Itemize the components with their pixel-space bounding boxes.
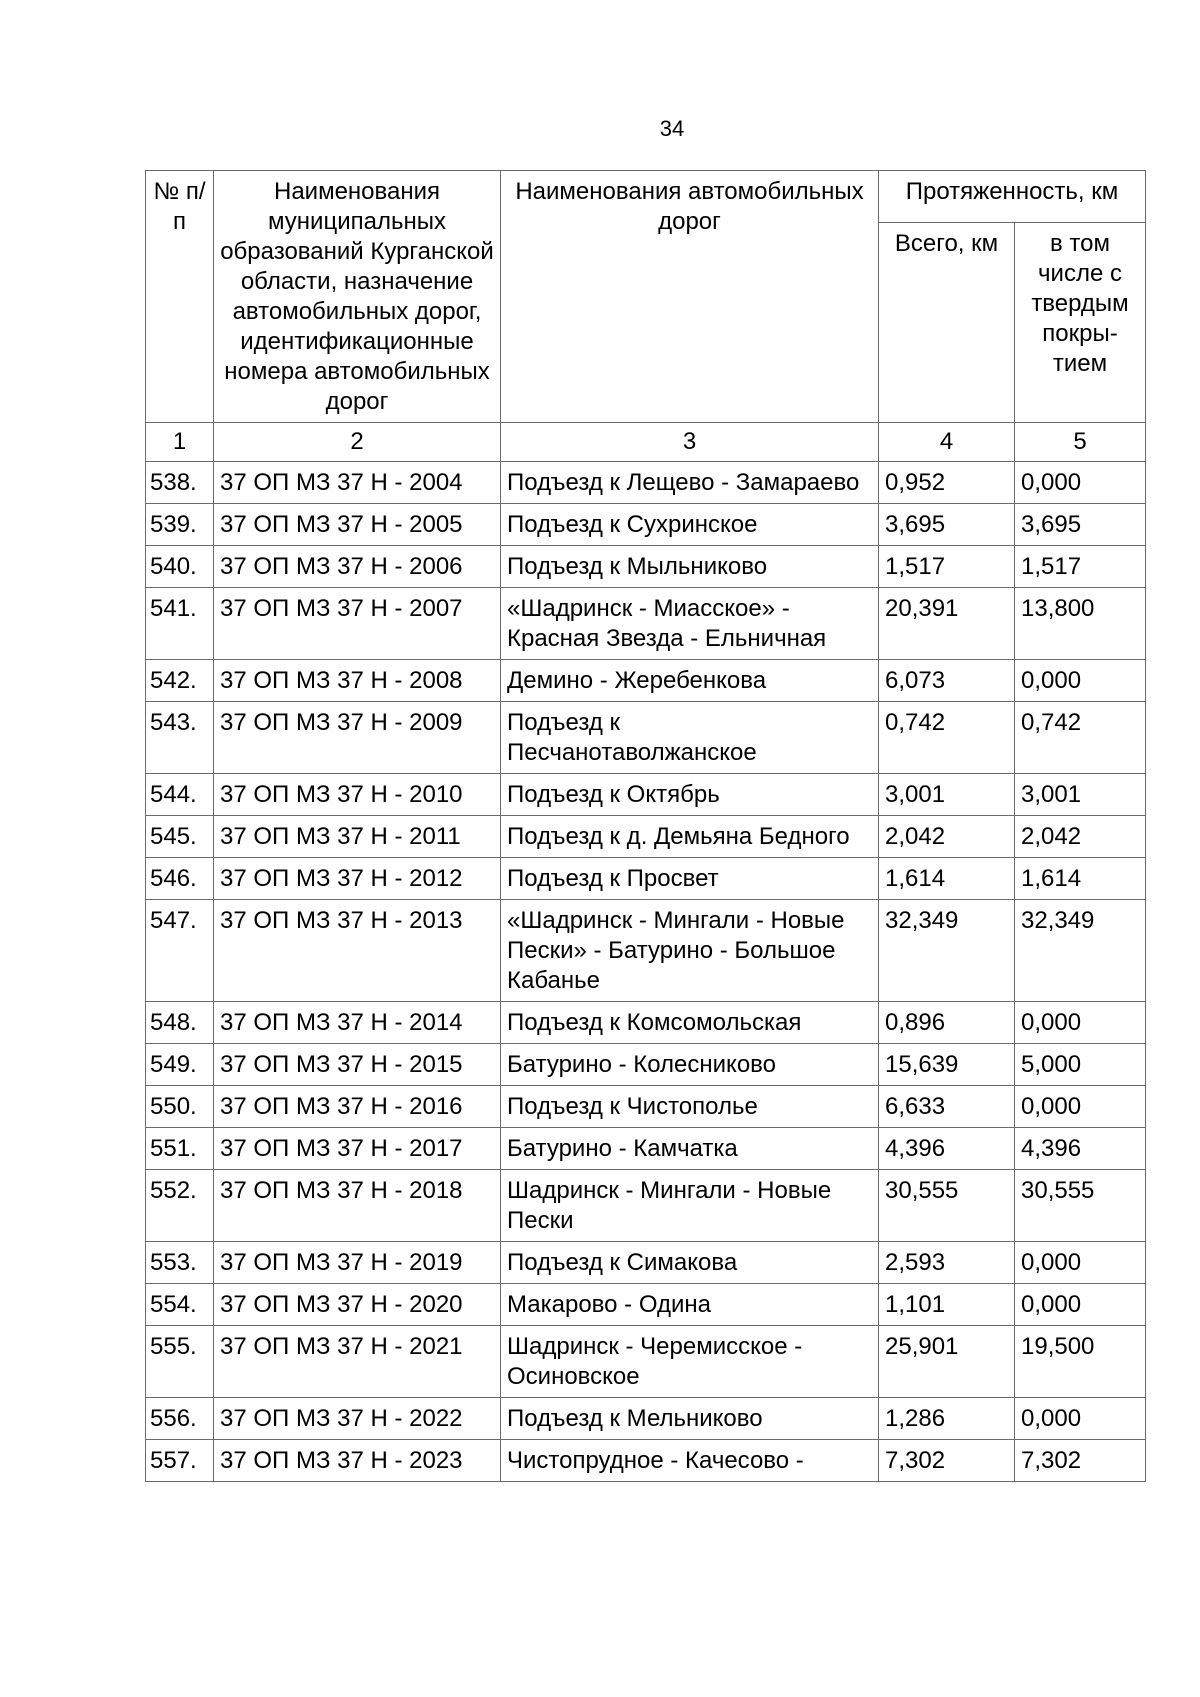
road-id-cell: 37 ОП МЗ 37 Н - 2014 [214,1002,501,1044]
road-id-cell: 37 ОП МЗ 37 Н - 2010 [214,774,501,816]
header-length-group: Протяженность, км [879,171,1146,223]
row-number-cell: 551. [146,1128,214,1170]
length-hard-cell: 5,000 [1015,1044,1146,1086]
header-length-total: Всего, км [879,222,1015,422]
row-number-cell: 540. [146,546,214,588]
length-total-cell: 30,555 [879,1170,1015,1242]
header-number: № п/п [146,171,214,423]
length-total-cell: 20,391 [879,588,1015,660]
row-number-cell: 549. [146,1044,214,1086]
length-total-cell: 2,042 [879,816,1015,858]
table-row [146,1326,1146,1398]
road-name-cell: Подъезд к Песчанотаволжанское [501,702,879,774]
length-hard-cell: 1,614 [1015,858,1146,900]
page-number: 34 [659,116,685,141]
road-id-cell: 37 ОП МЗ 37 Н - 2004 [214,462,501,504]
length-total-cell: 4,396 [879,1128,1015,1170]
road-name-cell: Шадринск - Мингали - Новые Пески [501,1170,879,1242]
row-number-cell: 538. [146,462,214,504]
length-hard-cell: 0,000 [1015,1284,1146,1326]
road-id-cell: 37 ОП МЗ 37 Н - 2020 [214,1284,501,1326]
length-total-cell: 0,896 [879,1002,1015,1044]
road-name-cell: Батурино - Колесниково [501,1044,879,1086]
row-number-cell: 547. [146,900,214,1002]
length-total-cell: 6,073 [879,660,1015,702]
table-row [146,462,1146,504]
row-number-cell: 557. [146,1440,214,1482]
header-municipality: Наименования муниципальных образований Курганской области, назначение автомобильных дорог, идентификационные номера автомобильных дорог [214,171,501,423]
length-total-cell: 1,286 [879,1398,1015,1440]
road-id-cell: 37 ОП МЗ 37 Н - 2021 [214,1326,501,1398]
road-name-cell: «Шадринск - Мингали - Новые Пески» - Батурино - Большое Кабанье [501,900,879,1002]
road-name-cell: Шадринск - Черемисское - Осиновское [501,1326,879,1398]
length-total-cell: 0,952 [879,462,1015,504]
length-hard-cell: 4,396 [1015,1128,1146,1170]
table-row [146,660,1146,702]
row-number-cell: 556. [146,1398,214,1440]
table-row [146,588,1146,660]
column-number: 3 [501,423,879,462]
road-name-cell: Подъезд к д. Демьяна Бедного [501,816,879,858]
table-body [146,423,1146,1482]
road-id-cell: 37 ОП МЗ 37 Н - 2012 [214,858,501,900]
road-id-cell: 37 ОП МЗ 37 Н - 2019 [214,1242,501,1284]
header-road-name: Наименования автомобильных дорог [501,171,879,423]
table-row [146,1170,1146,1242]
road-name-cell: Подъезд к Чистополье [501,1086,879,1128]
length-hard-cell: 0,000 [1015,1002,1146,1044]
table-row [146,1044,1146,1086]
road-name-cell: Подъезд к Мыльниково [501,546,879,588]
table-row [146,1128,1146,1170]
table-row [146,1002,1146,1044]
road-name-cell: Батурино - Камчатка [501,1128,879,1170]
table-row [146,1398,1146,1440]
length-total-cell: 3,001 [879,774,1015,816]
column-numbers-row [146,423,1146,462]
column-number: 1 [146,423,214,462]
road-id-cell: 37 ОП МЗ 37 Н - 2009 [214,702,501,774]
road-id-cell: 37 ОП МЗ 37 Н - 2016 [214,1086,501,1128]
road-id-cell: 37 ОП МЗ 37 Н - 2015 [214,1044,501,1086]
road-name-cell: Чистопрудное - Качесово - [501,1440,879,1482]
length-total-cell: 32,349 [879,900,1015,1002]
length-total-cell: 1,101 [879,1284,1015,1326]
table-row [146,774,1146,816]
row-number-cell: 542. [146,660,214,702]
table-row [146,504,1146,546]
length-total-cell: 0,742 [879,702,1015,774]
road-id-cell: 37 ОП МЗ 37 Н - 2017 [214,1128,501,1170]
table-row [146,816,1146,858]
road-name-cell: «Шадринск - Миасское» - Красная Звезда - Ельничная [501,588,879,660]
column-number: 5 [1015,423,1146,462]
length-hard-cell: 3,695 [1015,504,1146,546]
table-row [146,1284,1146,1326]
road-name-cell: Подъезд к Октябрь [501,774,879,816]
road-name-cell: Демино - Жеребенкова [501,660,879,702]
road-id-cell: 37 ОП МЗ 37 Н - 2008 [214,660,501,702]
road-name-cell: Подъезд к Мельниково [501,1398,879,1440]
road-id-cell: 37 ОП МЗ 37 Н - 2005 [214,504,501,546]
row-number-cell: 550. [146,1086,214,1128]
road-name-cell: Подъезд к Комсомольская [501,1002,879,1044]
road-id-cell: 37 ОП МЗ 37 Н - 2023 [214,1440,501,1482]
table-row [146,1242,1146,1284]
length-total-cell: 1,517 [879,546,1015,588]
table-row [146,702,1146,774]
road-id-cell: 37 ОП МЗ 37 Н - 2022 [214,1398,501,1440]
length-total-cell: 25,901 [879,1326,1015,1398]
length-hard-cell: 0,000 [1015,1398,1146,1440]
row-number-cell: 543. [146,702,214,774]
length-total-cell: 1,614 [879,858,1015,900]
road-id-cell: 37 ОП МЗ 37 Н - 2013 [214,900,501,1002]
length-hard-cell: 19,500 [1015,1326,1146,1398]
length-hard-cell: 0,000 [1015,660,1146,702]
row-number-cell: 553. [146,1242,214,1284]
column-number: 4 [879,423,1015,462]
row-number-cell: 555. [146,1326,214,1398]
row-number-cell: 541. [146,588,214,660]
road-name-cell: Макарово - Одина [501,1284,879,1326]
length-hard-cell: 2,042 [1015,816,1146,858]
length-hard-cell: 32,349 [1015,900,1146,1002]
length-total-cell: 3,695 [879,504,1015,546]
length-total-cell: 15,639 [879,1044,1015,1086]
table-row [146,900,1146,1002]
row-number-cell: 539. [146,504,214,546]
road-name-cell: Подъезд к Сухринское [501,504,879,546]
road-id-cell: 37 ОП МЗ 37 Н - 2006 [214,546,501,588]
length-hard-cell: 7,302 [1015,1440,1146,1482]
road-name-cell: Подъезд к Симакова [501,1242,879,1284]
road-name-cell: Подъезд к Просвет [501,858,879,900]
row-number-cell: 554. [146,1284,214,1326]
table-row [146,1086,1146,1128]
row-number-cell: 552. [146,1170,214,1242]
roads-table [145,170,1146,1482]
road-id-cell: 37 ОП МЗ 37 Н - 2011 [214,816,501,858]
table-row [146,858,1146,900]
road-id-cell: 37 ОП МЗ 37 Н - 2007 [214,588,501,660]
table-header [146,171,1146,423]
length-hard-cell: 0,000 [1015,1242,1146,1284]
length-hard-cell: 0,000 [1015,462,1146,504]
length-hard-cell: 3,001 [1015,774,1146,816]
row-number-cell: 545. [146,816,214,858]
row-number-cell: 544. [146,774,214,816]
row-number-cell: 546. [146,858,214,900]
column-number: 2 [214,423,501,462]
length-hard-cell: 13,800 [1015,588,1146,660]
length-hard-cell: 1,517 [1015,546,1146,588]
table-row [146,546,1146,588]
length-total-cell: 7,302 [879,1440,1015,1482]
row-number-cell: 548. [146,1002,214,1044]
road-name-cell: Подъезд к Лещево - Замараево [501,462,879,504]
header-length-hard: в том числе с твердым покры-тием [1015,222,1146,422]
road-id-cell: 37 ОП МЗ 37 Н - 2018 [214,1170,501,1242]
length-hard-cell: 30,555 [1015,1170,1146,1242]
table-row [146,1440,1146,1482]
length-hard-cell: 0,000 [1015,1086,1146,1128]
length-total-cell: 6,633 [879,1086,1015,1128]
length-total-cell: 2,593 [879,1242,1015,1284]
length-hard-cell: 0,742 [1015,702,1146,774]
